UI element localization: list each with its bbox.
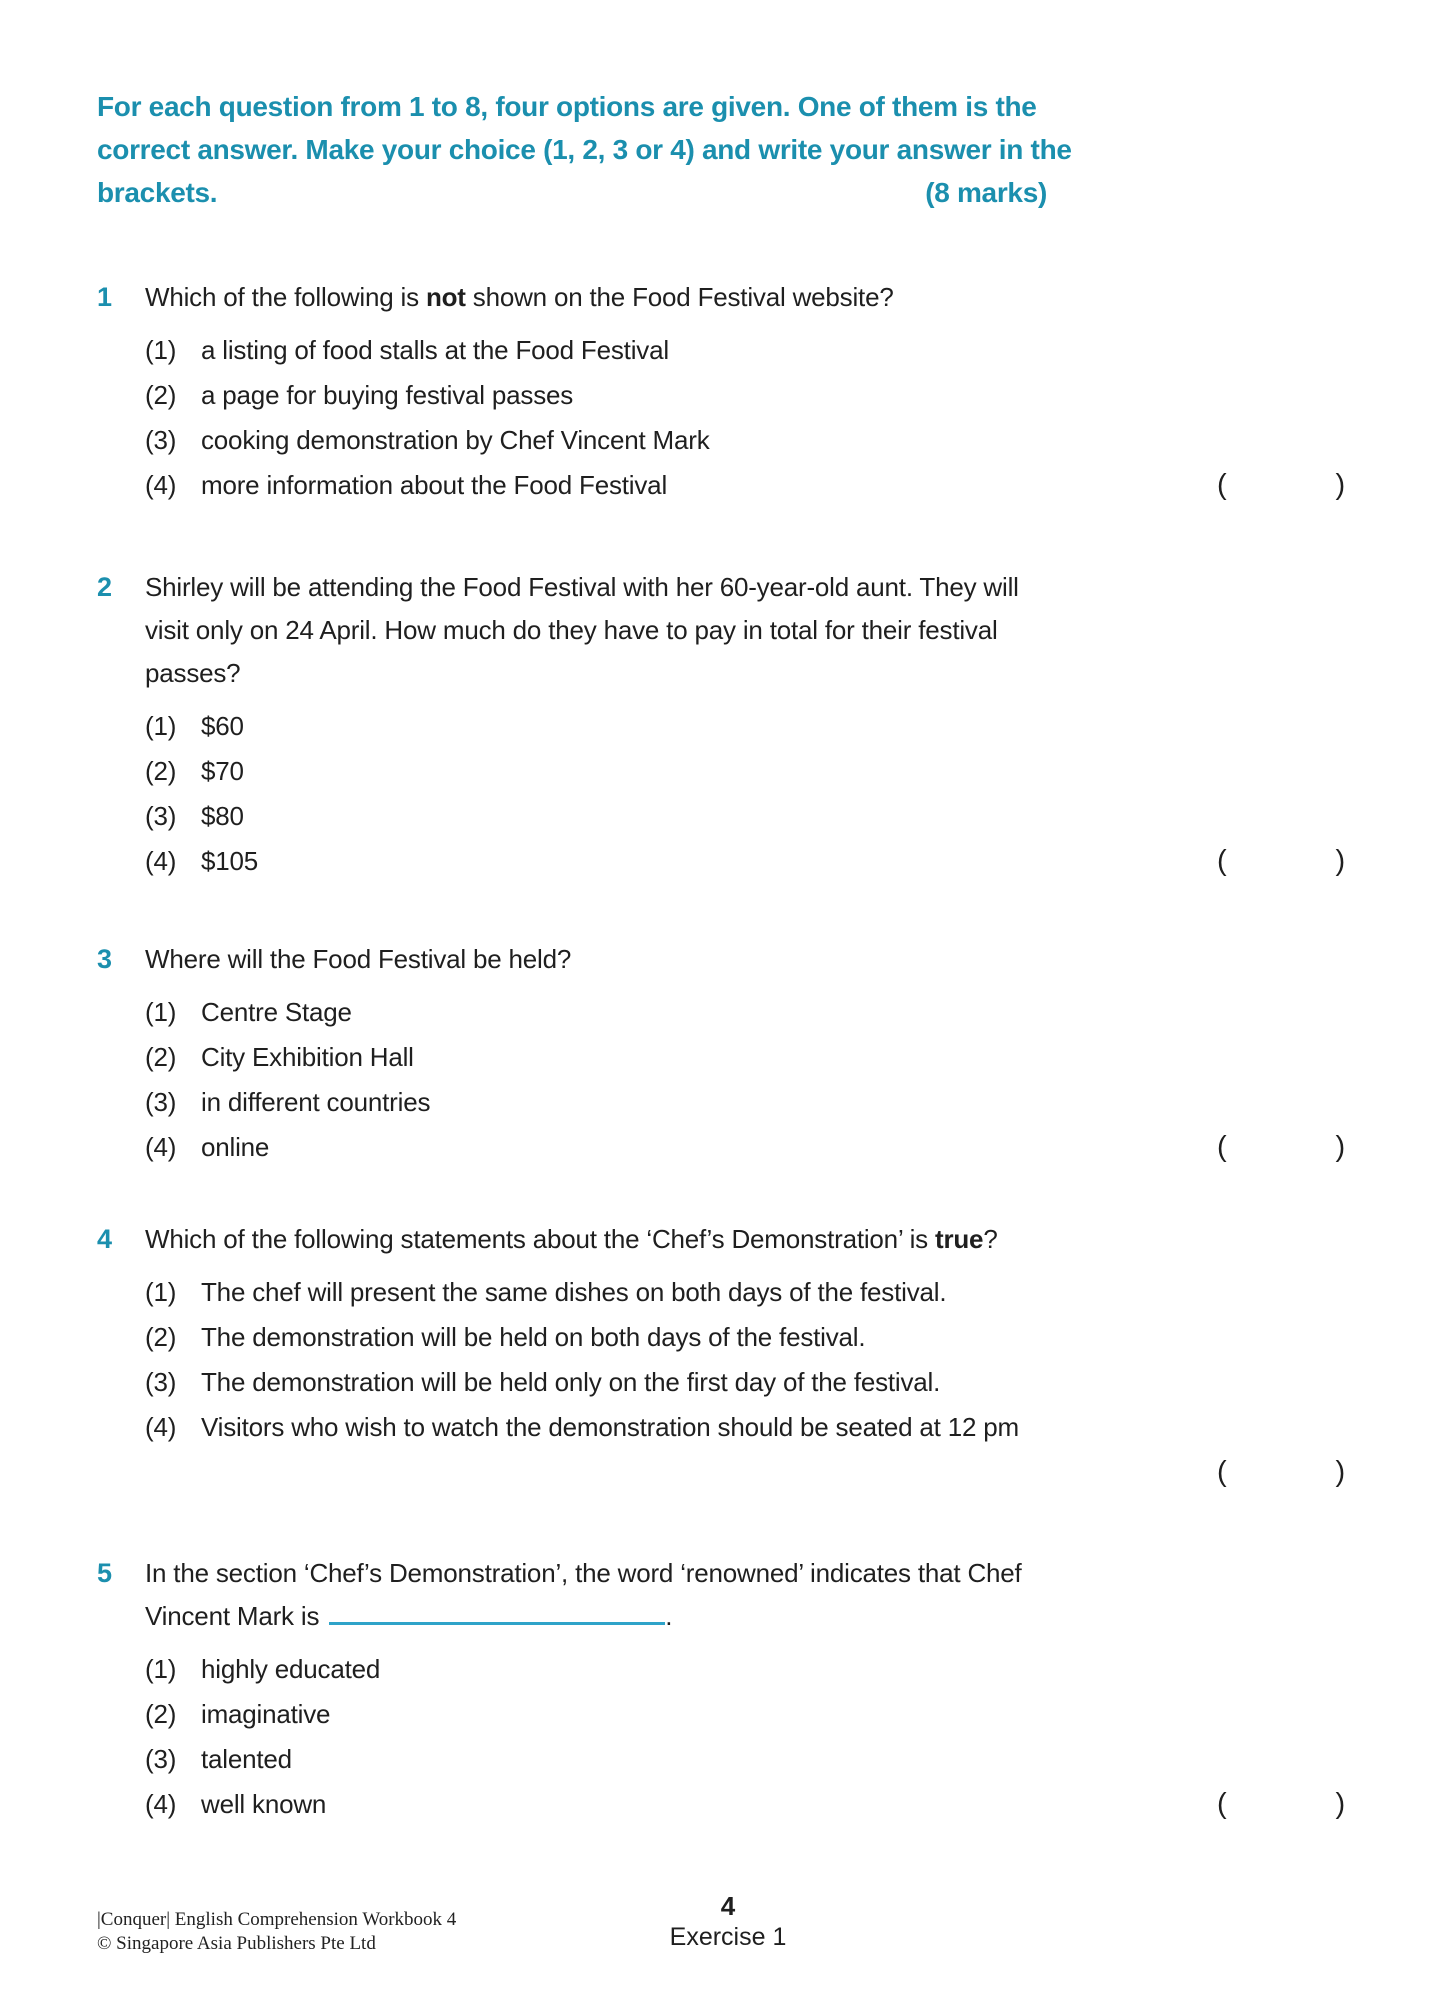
option-text: $80 bbox=[201, 801, 244, 831]
option-row bbox=[145, 424, 1456, 456]
question-2 bbox=[97, 566, 1456, 890]
option-marker: (1) bbox=[145, 335, 177, 365]
option-text: City Exhibition Hall bbox=[201, 1042, 414, 1072]
question-number: 3 bbox=[97, 944, 113, 974]
option-row bbox=[145, 845, 1456, 877]
option-text: talented bbox=[201, 1744, 292, 1774]
option-marker: (1) bbox=[145, 997, 177, 1027]
instructions-line: correct answer. Make your choice (1, 2, 3 or 4) and write your answer in the bbox=[97, 134, 1072, 165]
option-marker: (3) bbox=[145, 801, 177, 831]
footer bbox=[0, 1891, 1456, 1953]
instructions-line: For each question from 1 to 8, four options are given. One of them is the bbox=[97, 91, 1037, 122]
option-marker: (2) bbox=[145, 1042, 177, 1072]
option-row bbox=[145, 800, 1456, 832]
answer-brackets bbox=[1217, 845, 1345, 877]
answer-bracket-open: ( bbox=[1217, 1788, 1227, 1820]
option-marker: (3) bbox=[145, 1744, 177, 1774]
question-4 bbox=[97, 1218, 1456, 1501]
answer-bracket-close: ) bbox=[1335, 1456, 1345, 1488]
question-5 bbox=[97, 1552, 1456, 1833]
answer-bracket-open: ( bbox=[1217, 1131, 1227, 1163]
option-text: imaginative bbox=[201, 1699, 331, 1729]
answer-brackets bbox=[1217, 1131, 1345, 1163]
option-marker: (1) bbox=[145, 1654, 177, 1684]
question-1 bbox=[97, 276, 1456, 514]
option-text: The demonstration will be held on both days of the festival. bbox=[201, 1322, 866, 1352]
imprint-line: |Conquer| English Comprehension Workbook 4 bbox=[97, 1909, 457, 1930]
answer-bracket-close: ) bbox=[1335, 469, 1345, 501]
option-marker: (4) bbox=[145, 1412, 177, 1442]
option-text: well known bbox=[201, 1789, 327, 1819]
option-text: online bbox=[201, 1132, 270, 1162]
option-row bbox=[145, 1131, 1456, 1163]
option-row bbox=[145, 1276, 1456, 1308]
question-number: 1 bbox=[97, 282, 113, 312]
page-number: 4 bbox=[720, 1891, 736, 1921]
option-row bbox=[145, 710, 1456, 742]
question-number: 5 bbox=[97, 1558, 113, 1588]
option-marker: (3) bbox=[145, 425, 177, 455]
option-marker: (4) bbox=[145, 846, 177, 876]
option-marker: (1) bbox=[145, 1277, 177, 1307]
instructions-line: brackets. bbox=[97, 177, 218, 208]
option-text: a page for buying festival passes bbox=[201, 380, 574, 410]
answer-bracket-row bbox=[145, 1456, 1456, 1488]
option-row bbox=[145, 1788, 1456, 1820]
option-text: cooking demonstration by Chef Vincent Mark bbox=[201, 425, 710, 455]
option-text: The chef will present the same dishes on both days of the festival. bbox=[201, 1277, 947, 1307]
answer-bracket-close: ) bbox=[1335, 1131, 1345, 1163]
option-row bbox=[145, 334, 1456, 366]
option-row bbox=[145, 379, 1456, 411]
option-marker: (3) bbox=[145, 1367, 177, 1397]
imprint-line: © Singapore Asia Publishers Pte Ltd bbox=[97, 1933, 376, 1954]
option-marker: (4) bbox=[145, 1789, 177, 1819]
question-number: 4 bbox=[97, 1224, 113, 1254]
option-row bbox=[145, 755, 1456, 787]
option-marker: (2) bbox=[145, 1322, 177, 1352]
answer-brackets bbox=[1217, 1456, 1345, 1488]
option-row bbox=[145, 1321, 1456, 1353]
question-text: Which of the following is not shown on the Food Festival website? bbox=[145, 282, 894, 312]
option-row bbox=[145, 996, 1456, 1028]
option-marker: (2) bbox=[145, 380, 177, 410]
question-number: 2 bbox=[97, 572, 113, 602]
option-row bbox=[145, 1411, 1456, 1443]
option-marker: (2) bbox=[145, 756, 177, 786]
option-marker: (4) bbox=[145, 470, 177, 500]
answer-bracket-open: ( bbox=[1217, 1456, 1227, 1488]
option-row bbox=[145, 1698, 1456, 1730]
option-row bbox=[145, 1086, 1456, 1118]
option-text: $70 bbox=[201, 756, 244, 786]
option-row bbox=[145, 469, 1456, 501]
question-text: Which of the following statements about the ‘Chef’s Demonstration’ is true? bbox=[145, 1224, 998, 1254]
instructions bbox=[97, 85, 1072, 214]
question-text: Shirley will be attending the Food Festival with her 60-year-old aunt. They will visit only on 24 April. How much do they have to pay in total for their festival passes? bbox=[145, 572, 1019, 688]
option-text: a listing of food stalls at the Food Festival bbox=[201, 335, 669, 365]
option-row bbox=[145, 1743, 1456, 1775]
option-text: highly educated bbox=[201, 1654, 381, 1684]
option-row bbox=[145, 1041, 1456, 1073]
option-marker: (3) bbox=[145, 1087, 177, 1117]
option-marker: (4) bbox=[145, 1132, 177, 1162]
answer-brackets bbox=[1217, 469, 1345, 501]
option-text: more information about the Food Festival bbox=[201, 470, 668, 500]
question-text: Where will the Food Festival be held? bbox=[145, 944, 572, 974]
option-marker: (2) bbox=[145, 1699, 177, 1729]
option-row bbox=[145, 1366, 1456, 1398]
marks-label: (8 marks) bbox=[925, 177, 1047, 208]
answer-blank-line bbox=[329, 1603, 665, 1625]
question-text: In the section ‘Chef’s Demonstration’, the word ‘renowned’ indicates that Chef Vincent Mark is . bbox=[145, 1558, 1022, 1631]
answer-bracket-open: ( bbox=[1217, 845, 1227, 877]
option-text: $105 bbox=[201, 846, 259, 876]
answer-brackets bbox=[1217, 1788, 1345, 1820]
option-text: Centre Stage bbox=[201, 997, 352, 1027]
exercise-label: Exercise 1 bbox=[669, 1923, 787, 1951]
answer-bracket-open: ( bbox=[1217, 469, 1227, 501]
option-text: Visitors who wish to watch the demonstration should be seated at 12 pm bbox=[201, 1412, 1019, 1442]
answer-bracket-close: ) bbox=[1335, 1788, 1345, 1820]
option-marker: (1) bbox=[145, 711, 177, 741]
option-text: in different countries bbox=[201, 1087, 431, 1117]
question-3 bbox=[97, 938, 1456, 1176]
option-row bbox=[145, 1653, 1456, 1685]
answer-bracket-close: ) bbox=[1335, 845, 1345, 877]
option-text: The demonstration will be held only on the first day of the festival. bbox=[201, 1367, 941, 1397]
option-text: $60 bbox=[201, 711, 244, 741]
